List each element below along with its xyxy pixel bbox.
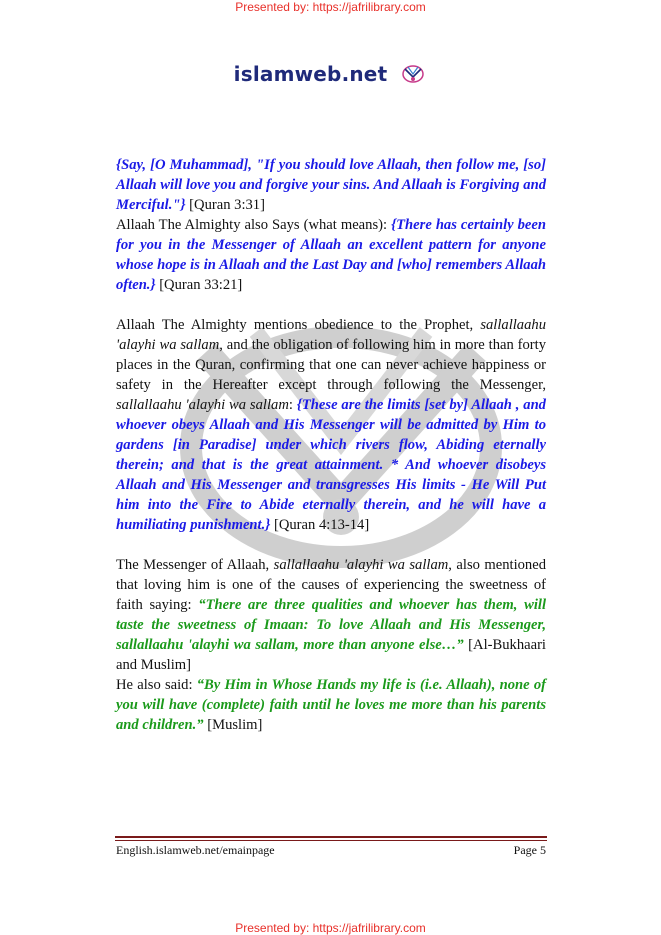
salutation-text: sallallaahu 'alayhi wa sallam <box>116 317 546 353</box>
logo-text: islamweb.net <box>233 62 388 86</box>
quran-quote: {Say, [O Muhammad], "If you should love Allaah, then follow me, [so] Allaah will love you and forgive your sins. And Allaah is Forgiving and Merciful."} <box>116 157 546 213</box>
document-body <box>116 155 546 735</box>
footer-rule <box>115 836 547 838</box>
quote-reference: [Muslim] <box>203 717 263 733</box>
footer-rule-thin <box>115 840 547 841</box>
paragraph-quran-33-21 <box>116 215 546 295</box>
quote-reference: [Quran 4:13-14] <box>270 517 370 533</box>
salutation-text: sallallaahu 'alayhi wa sallam <box>273 557 449 573</box>
quran-quote: {There has certainly been for you in the Messenger of Allaah an excellent pattern for anyone whose hope is in Allaah and the Last Day and [who] remembers Allaah often.} <box>116 217 546 293</box>
paragraph-text: He also said: <box>116 677 197 693</box>
paragraph-text: Allaah The Almighty also Says (what means): <box>116 217 392 233</box>
presented-by-footer[interactable]: Presented by: https://jafrilibrary.com <box>235 921 426 935</box>
logo-emblem-icon <box>399 63 427 85</box>
presented-by-header[interactable]: Presented by: https://jafrilibrary.com <box>235 0 426 14</box>
footer-site-url: English.islamweb.net/emainpage <box>116 843 275 857</box>
paragraph-complete-faith <box>116 675 546 735</box>
hadith-quote: “By Him in Whose Hands my life is (i.e. Allaah), none of you will have (complete) faith until he loves me more than his parents and children.” <box>116 677 546 733</box>
paragraph-text: The Messenger of Allaah, <box>116 557 274 573</box>
paragraph-sweetness-of-faith <box>116 555 546 675</box>
hadith-quote: “There are three qualities and whoever has them, will taste the sweetness of Imaan: To love Allaah and His Messenger, sallallaahu 'alayhi wa sallam, more than anyone else…” <box>116 597 546 653</box>
paragraph-text: , and the obligation of following him in more than forty places in the Quran, confirming that one can never achieve happiness or safety in the Hereafter except through following the Messenger, <box>116 337 546 393</box>
paragraph-quran-3-31 <box>116 155 546 215</box>
quote-reference: [Al-Bukhaari and Muslim] <box>116 637 546 673</box>
page-number: Page 5 <box>513 843 546 857</box>
quote-reference: [Quran 33:21] <box>155 277 243 293</box>
salutation-text: sallallaahu 'alayhi wa sallam <box>116 397 289 413</box>
paragraph-obedience <box>116 315 546 535</box>
paragraph-text: : <box>288 397 297 413</box>
paragraph-text: , also mentioned that loving him is one of the causes of experiencing the sweetness of faith saying: <box>116 557 546 613</box>
quote-reference: [Quran 3:31] <box>185 197 265 213</box>
site-logo <box>0 62 661 86</box>
quran-quote: {These are the limits [set by] Allaah , and whoever obeys Allaah and His Messenger will be admitted by Him to gardens [in Paradise] under which rivers flow, Abiding eternally therein; and that is the great attainment. * And whoever disobeys Allaah and His Messenger and transgresses His limits - He Will Put him into the Fire to Abide eternally therein, and he will have a humiliating punishment.} <box>116 397 546 533</box>
paragraph-text: Allaah The Almighty mentions obedience to the Prophet, <box>116 317 481 333</box>
